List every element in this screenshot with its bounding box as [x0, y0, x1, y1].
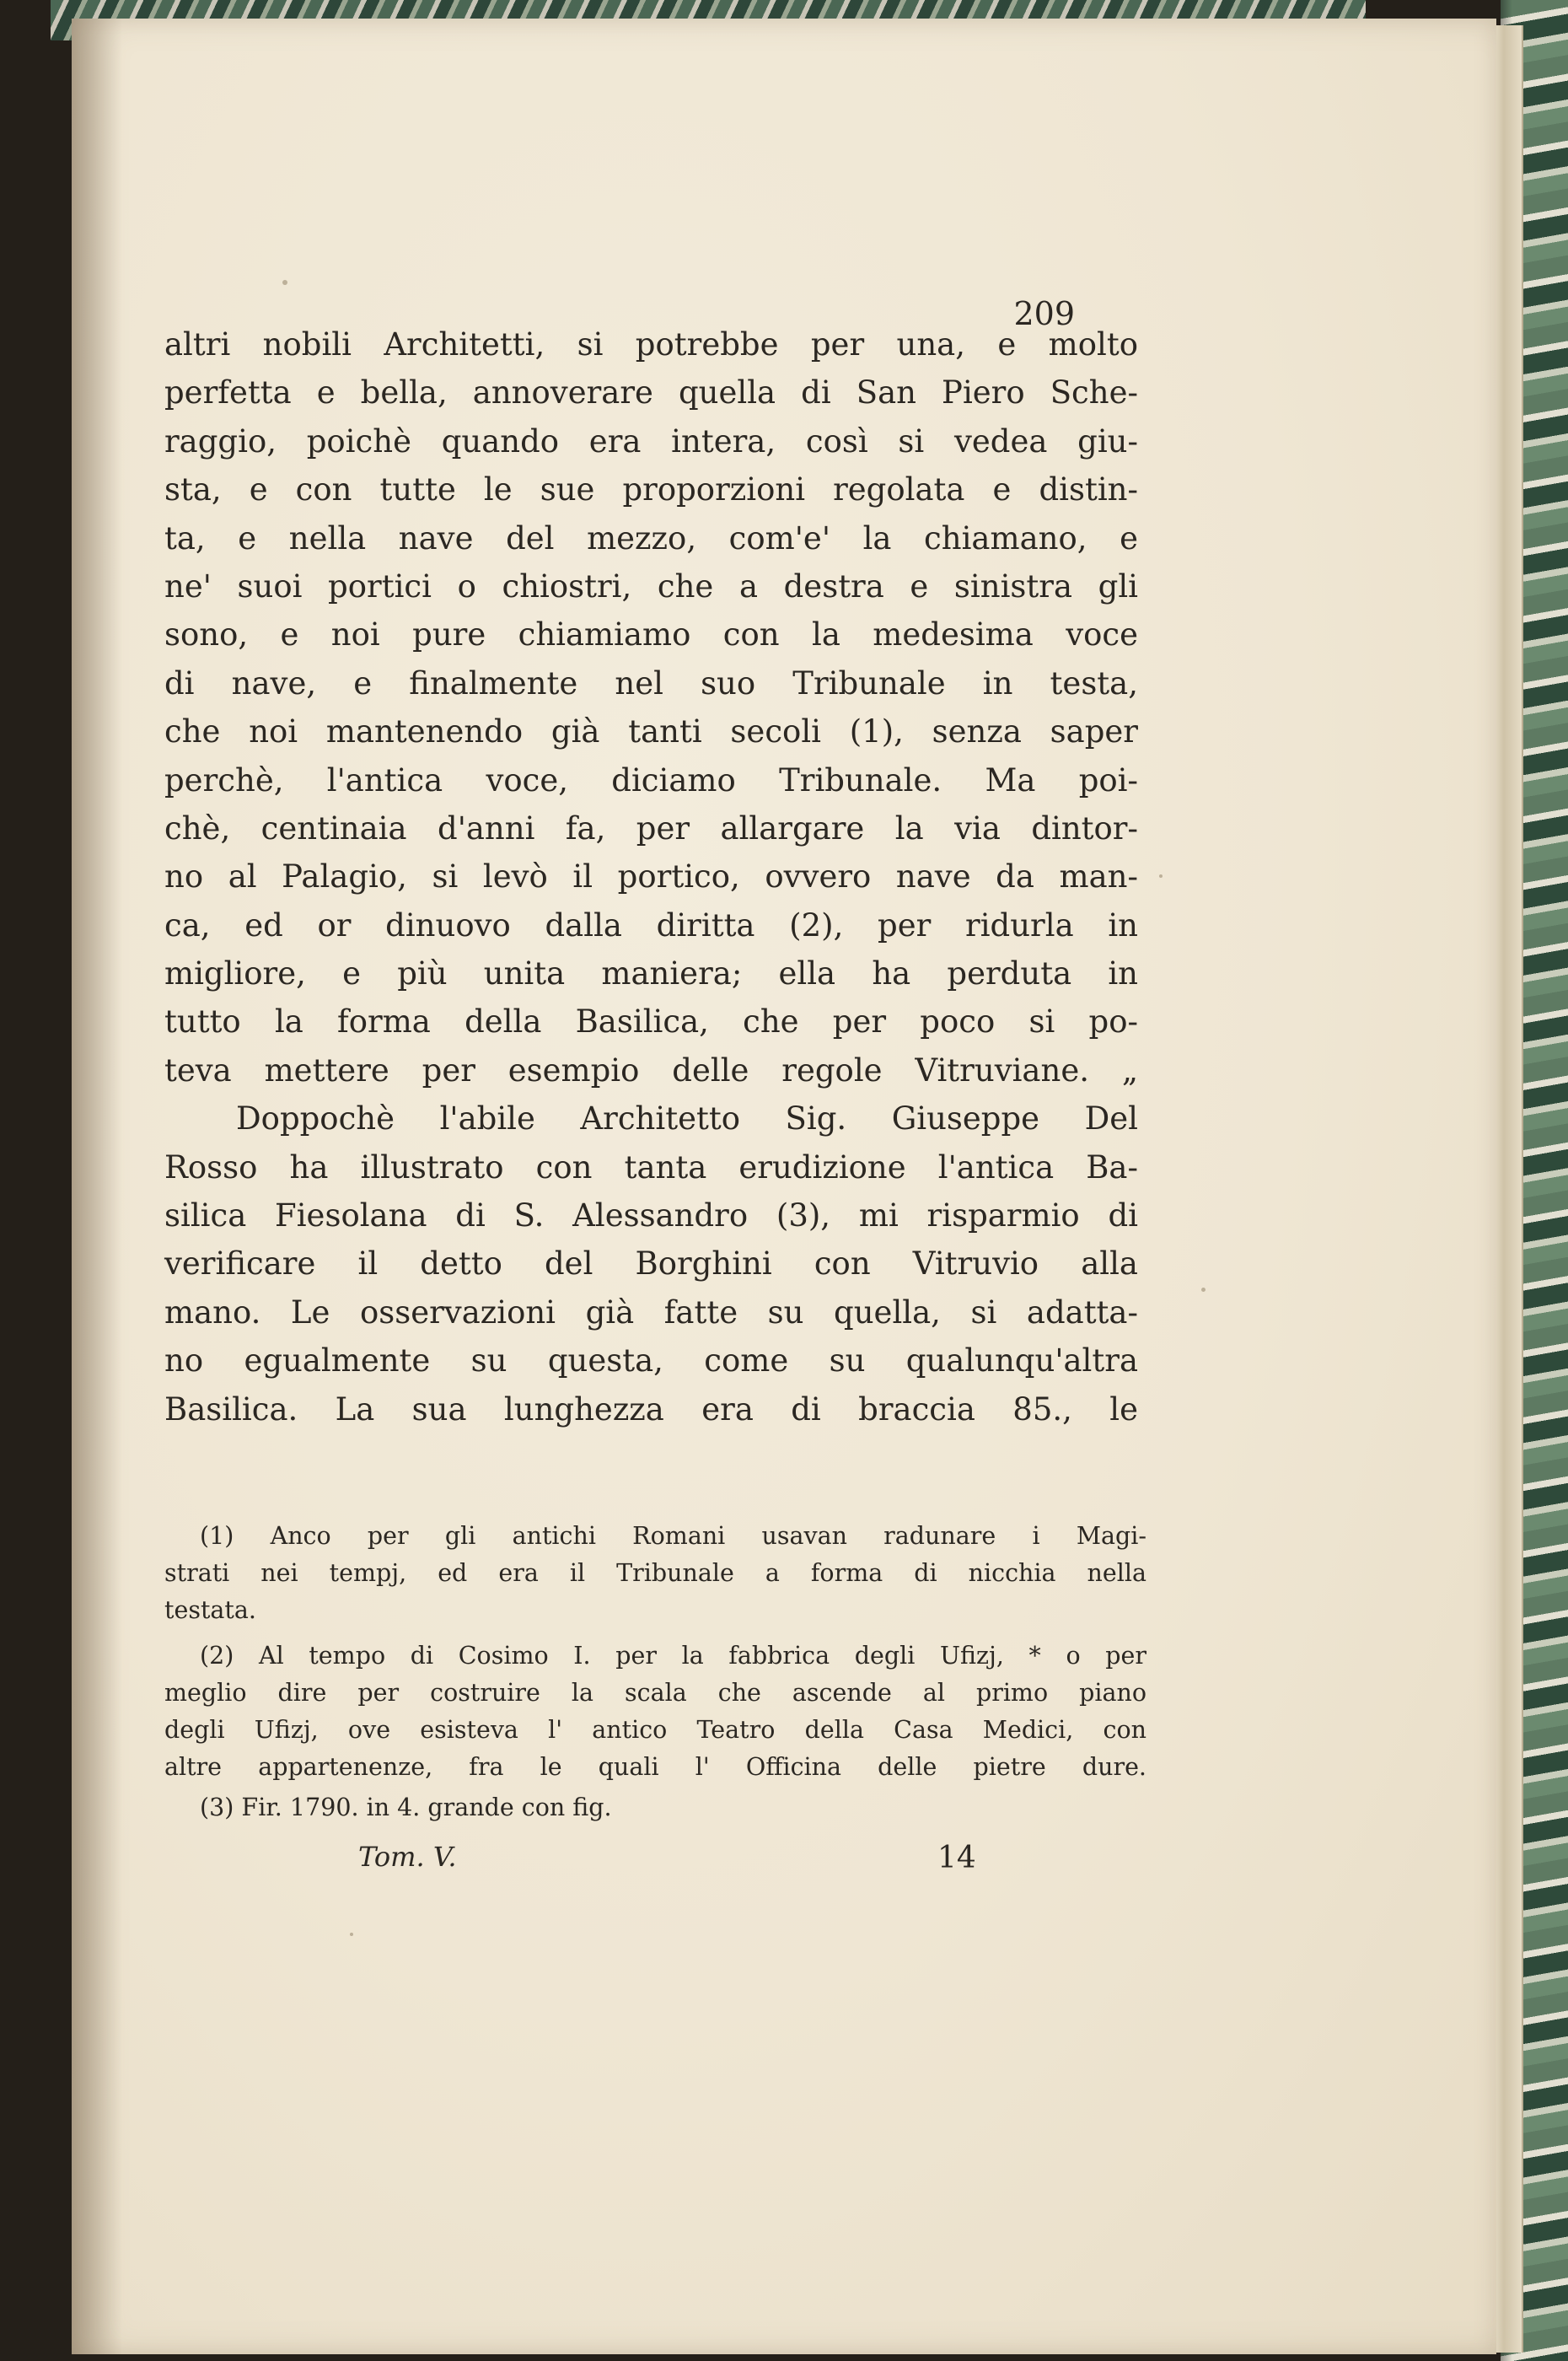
body-line: migliore, e più unita maniera; ella ha perduta in — [164, 955, 1138, 992]
footnotes — [164, 1518, 1146, 1826]
body-line: sono, e noi pure chiamiamo con la medesima voce — [164, 616, 1138, 653]
footnote-2-line: degli Ufizj, ove esisteva l' antico Teatro della Casa Medici, con — [164, 1716, 1146, 1744]
body-line: perchè, l'antica voce, diciamo Tribunale. Ma poi- — [164, 761, 1138, 799]
body-line: sta, e con tutte le sue proporzioni regolata e distin- — [164, 471, 1138, 508]
body-line: ca, ed or dinuovo dalla diritta (2), per ridurla in — [164, 906, 1138, 944]
body-line: di nave, e finalmente nel suo Tribunale in testa, — [164, 664, 1138, 702]
paragraph-start-line: Doppochè l'abile Architetto Sig. Giuseppe Del — [236, 1100, 1138, 1137]
body-line: teva mettere per esempio delle regole Vitruviane. „ — [164, 1051, 1138, 1089]
body-line: raggio, poichè quando era intera, così si vedea giu- — [164, 422, 1138, 460]
signature-mark: Tom. V. — [358, 1841, 457, 1873]
body-line: ta, e nella nave del mezzo, com'e' la chiamano, e — [164, 519, 1138, 557]
body-line: no al Palagio, si levò il portico, ovvero nave da man- — [164, 858, 1138, 895]
body-line: Basilica. La sua lunghezza era di braccia 85., le — [164, 1390, 1138, 1428]
page-number: 209 — [1013, 295, 1075, 332]
footnote-2-line: (2) Al tempo di Cosimo I. per la fabbrica degli Ufizj, * o per — [200, 1642, 1146, 1670]
body-line: ne' suoi portici o chiostri, che a destra e sinistra gli — [164, 567, 1138, 605]
body-text — [164, 320, 1138, 1433]
paper-speck — [282, 280, 287, 285]
footnote-2-line: altre appartenenze, fra le quali l' Officina delle pietre dure. — [164, 1753, 1146, 1781]
footnote-1-line: (1) Anco per gli antichi Romani usavan radunare i Magi- — [200, 1522, 1146, 1550]
body-line: che noi mantenendo già tanti secoli (1), senza saper — [164, 713, 1138, 750]
paper-speck — [1159, 874, 1163, 878]
paper-speck — [350, 1933, 353, 1936]
footnote-2-line: meglio dire per costruire la scala che ascende al primo piano — [164, 1679, 1146, 1707]
body-line: verificare il detto del Borghini con Vitruvio alla — [164, 1245, 1138, 1283]
footnote-1-line: strati nei tempj, ed era il Tribunale a forma di nicchia nella — [164, 1559, 1146, 1587]
body-line: altri nobili Architetti, si potrebbe per una, e molto — [164, 326, 1138, 363]
gutter-shadow — [72, 19, 122, 2354]
paper-speck — [1201, 1288, 1206, 1292]
body-line: silica Fiesolana di S. Alessandro (3), mi risparmio di — [164, 1197, 1138, 1234]
footnote-1-line: testata. — [164, 1596, 256, 1624]
body-line: mano. Le osservazioni già fatte su quella, si adatta- — [164, 1293, 1138, 1331]
body-line: perfetta e bella, annoverare quella di San Piero Sche- — [164, 374, 1138, 411]
sheet-number: 14 — [937, 1841, 976, 1875]
body-line: Rosso ha illustrato con tanta erudizione l'antica Ba- — [164, 1148, 1138, 1186]
body-line: tutto la forma della Basilica, che per poco si po- — [164, 1003, 1138, 1041]
body-line: chè, centinaia d'anni fa, per allargare la via dintor- — [164, 809, 1138, 847]
body-line: no egualmente su questa, come su qualunqu'altra — [164, 1342, 1138, 1379]
footnote-3-line: (3) Fir. 1790. in 4. grande con fig. — [200, 1794, 612, 1821]
